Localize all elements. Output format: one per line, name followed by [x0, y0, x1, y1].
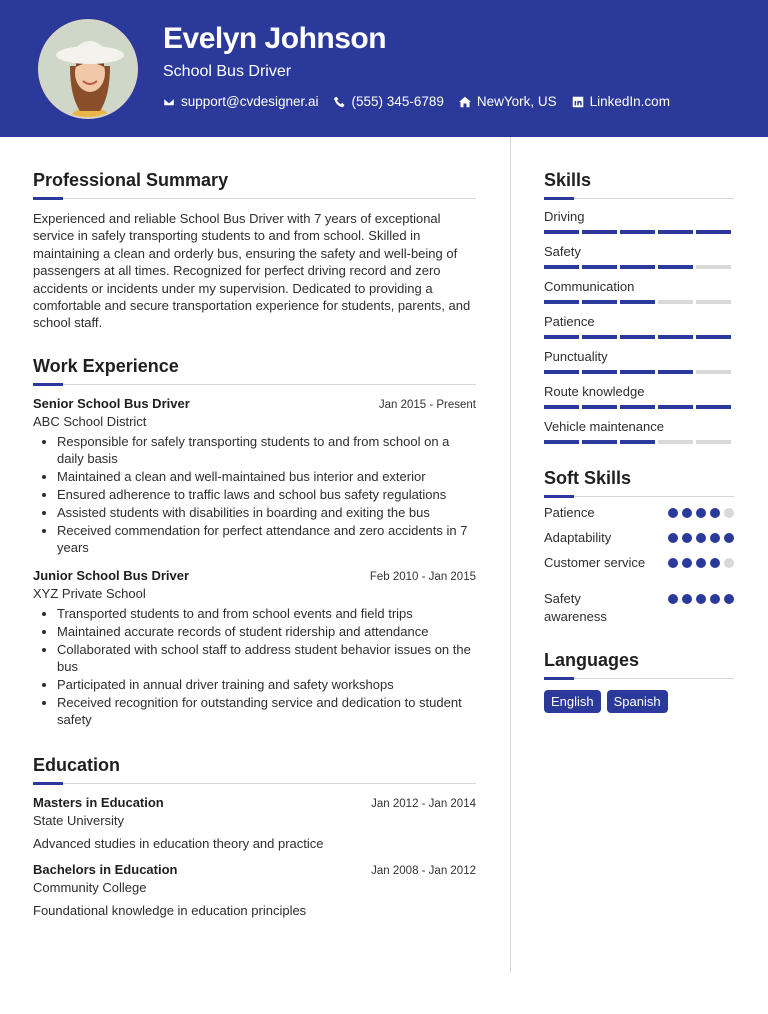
- skill-level-segment: [544, 300, 579, 304]
- soft-skills-section: [544, 468, 734, 626]
- education-entry: [33, 795, 476, 851]
- skill-level-segment: [658, 370, 693, 374]
- section-rule: [33, 384, 476, 385]
- skill-level-segment: [696, 265, 731, 269]
- rating-dot: [682, 533, 692, 543]
- soft-skill-item: [544, 554, 734, 572]
- rating-dot: [710, 594, 720, 604]
- skill-name: Punctuality: [544, 349, 608, 364]
- skill-level-segment: [620, 335, 655, 339]
- rating-dot: [682, 508, 692, 518]
- skill-level-segment: [696, 335, 731, 339]
- list-item: • Maintained a clean and well-maintained bus interior and exterior: [57, 468, 476, 485]
- section-rule: [33, 783, 476, 784]
- skill-level-segment: [658, 405, 693, 409]
- contact-email[interactable]: [163, 94, 319, 109]
- contact-email-text: support@cvdesigner.ai: [181, 94, 319, 109]
- linkedin-icon: [572, 96, 584, 108]
- education-date: Jan 2008 - Jan 2012: [371, 864, 476, 877]
- job-title: Senior School Bus Driver: [33, 395, 190, 411]
- contact-phone[interactable]: [334, 94, 444, 109]
- skill-level-bar: [544, 265, 734, 269]
- skill-level-segment: [696, 300, 731, 304]
- section-rule: [544, 496, 734, 497]
- skills-list: [544, 209, 734, 444]
- skills-section: [544, 170, 734, 444]
- school-name: Community College: [33, 879, 147, 895]
- home-icon: [459, 96, 471, 108]
- education-description: Advanced studies in education theory and practice: [33, 835, 324, 851]
- skill-level-bar: [544, 405, 734, 409]
- job-bullets: [33, 605, 476, 729]
- education-heading: Education: [33, 754, 121, 775]
- skill-level-bar: [544, 440, 734, 444]
- soft-skill-item: [544, 529, 734, 547]
- degree-title: Masters in Education: [33, 794, 164, 810]
- job-date: Feb 2010 - Jan 2015: [369, 570, 476, 583]
- skill-level-bar: [544, 300, 734, 304]
- column-divider: [510, 137, 511, 973]
- soft-skill-name: Customer service: [544, 555, 646, 570]
- list-item: • Participated in annual driver training and safety workshops: [57, 676, 476, 693]
- skill-name: Driving: [544, 209, 585, 224]
- soft-skills-list: [544, 504, 734, 626]
- experience-heading: Work Experience: [33, 355, 179, 376]
- skill-level-segment: [544, 265, 579, 269]
- skill-level-segment: [658, 300, 693, 304]
- contact-linkedin[interactable]: [572, 94, 670, 109]
- job-employer: ABC School District: [33, 413, 147, 429]
- skill-level-segment: [620, 370, 655, 374]
- skill-level-segment: [696, 230, 731, 234]
- skill-name: Route knowledge: [544, 384, 645, 399]
- skill-level-segment: [582, 440, 617, 444]
- soft-skills-heading: Soft Skills: [544, 468, 632, 488]
- soft-skill-item: [544, 590, 734, 626]
- skill-level-segment: [658, 440, 693, 444]
- job-title: Junior School Bus Driver: [33, 567, 190, 583]
- skill-level-segment: [544, 335, 579, 339]
- section-rule: [544, 678, 734, 679]
- list-item: • Ensured adherence to traffic laws and school bus safety regulations: [57, 486, 476, 503]
- rating-dot: [668, 594, 678, 604]
- list-item: • Transported students to and from school events and field trips: [57, 605, 476, 622]
- rating-dot: [668, 508, 678, 518]
- skill-level-segment: [544, 230, 579, 234]
- job-date: Jan 2015 - Present: [378, 398, 476, 411]
- skill-level-bar: [544, 370, 734, 374]
- skill-item: [544, 419, 734, 444]
- skill-level-segment: [620, 440, 655, 444]
- skill-level-segment: [658, 265, 693, 269]
- education-entry: [33, 862, 476, 918]
- list-item: • Maintained accurate records of student ridership and attendance: [57, 623, 476, 640]
- profile-photo: [38, 19, 138, 119]
- section-rule: [33, 198, 476, 199]
- skill-item: [544, 314, 734, 339]
- contact-list: [163, 94, 670, 109]
- soft-skill-item: [544, 504, 734, 522]
- skill-level-segment: [582, 405, 617, 409]
- skill-item: [544, 349, 734, 374]
- skill-level-segment: [620, 300, 655, 304]
- experience-section: [33, 356, 476, 729]
- languages-heading: Languages: [544, 650, 640, 670]
- envelope-icon: [163, 96, 175, 108]
- list-item: • Collaborated with school staff to address student behavior issues on the bus: [57, 641, 476, 676]
- rating-dot: [696, 558, 706, 568]
- rating-dot: [724, 594, 734, 604]
- skill-level-segment: [696, 440, 731, 444]
- soft-skill-name: Patience: [544, 505, 595, 520]
- skill-level-segment: [620, 230, 655, 234]
- summary-section: [33, 170, 476, 332]
- list-item: • Received commendation for perfect attendance and zero accidents in 7 years: [57, 522, 476, 557]
- list-item: • Assisted students with disabilities in boarding and exiting the bus: [57, 504, 476, 521]
- rating-dot: [668, 558, 678, 568]
- rating-dot: [724, 533, 734, 543]
- skill-level-segment: [582, 370, 617, 374]
- job-bullets: [33, 433, 476, 557]
- skill-item: [544, 384, 734, 409]
- contact-location[interactable]: [459, 94, 557, 109]
- skill-level-segment: [582, 335, 617, 339]
- job-employer: XYZ Private School: [33, 585, 146, 601]
- skill-item: [544, 209, 734, 234]
- skill-level-bar: [544, 335, 734, 339]
- candidate-title: School Bus Driver: [163, 63, 292, 80]
- skill-name: Communication: [544, 279, 635, 294]
- job-entry: [33, 568, 476, 729]
- skill-level-bar: [544, 230, 734, 234]
- education-date: Jan 2012 - Jan 2014: [371, 797, 476, 810]
- phone-icon: [334, 96, 346, 108]
- skill-level-segment: [658, 230, 693, 234]
- rating-dot: [696, 508, 706, 518]
- skill-level-segment: [544, 405, 579, 409]
- section-rule: [544, 198, 734, 199]
- candidate-name: Evelyn Johnson: [163, 22, 387, 55]
- main-column: [33, 170, 476, 918]
- language-list: [544, 690, 734, 713]
- summary-text: Experienced and reliable School Bus Driver with 7 years of exceptional service in safely transporting students to and from school. Skilled in maintaining a clean and orderly bus, ensuring the safety and well-being of passengers at all times. Recognized for perfect driving record and zero accidents or incidents under my supervision. Dedicated to providing a comfortable and secure transportation experience for students, parents, and school staff.: [33, 211, 471, 331]
- summary-heading: Professional Summary: [33, 170, 229, 190]
- skills-heading: Skills: [544, 170, 592, 190]
- languages-section: [544, 650, 734, 713]
- soft-skill-rating: [668, 533, 734, 543]
- skill-item: [544, 279, 734, 304]
- degree-title: Bachelors in Education: [33, 861, 178, 877]
- soft-skill-rating: [668, 594, 734, 604]
- skill-level-segment: [582, 265, 617, 269]
- education-section: [33, 755, 476, 918]
- skill-level-segment: [544, 440, 579, 444]
- soft-skill-rating: [668, 508, 734, 518]
- soft-skill-rating: [668, 558, 734, 568]
- rating-dot: [668, 533, 678, 543]
- school-name: State University: [33, 812, 125, 828]
- skill-level-segment: [544, 370, 579, 374]
- skill-level-segment: [696, 405, 731, 409]
- rating-dot: [682, 558, 692, 568]
- contact-linkedin-text: LinkedIn.com: [589, 94, 670, 109]
- list-item: • Received recognition for outstanding service and dedication to student safety: [57, 694, 476, 729]
- skill-item: [544, 244, 734, 269]
- skill-level-segment: [620, 265, 655, 269]
- soft-skill-name: Safety awareness: [544, 591, 607, 624]
- rating-dot: [710, 508, 720, 518]
- sidebar-column: [544, 170, 734, 713]
- list-item: • Responsible for safely transporting students to and from school on a daily basis: [57, 433, 476, 468]
- language-tag: Spanish: [607, 690, 668, 713]
- rating-dot: [696, 533, 706, 543]
- rating-dot: [696, 594, 706, 604]
- contact-phone-text: (555) 345-6789: [351, 94, 444, 109]
- skill-name: Vehicle maintenance: [544, 419, 664, 434]
- skill-level-segment: [658, 335, 693, 339]
- rating-dot: [724, 558, 734, 568]
- profile-photo-illustration: [40, 21, 138, 119]
- rating-dot: [724, 508, 734, 518]
- skill-level-segment: [582, 300, 617, 304]
- contact-location-text: NewYork, US: [476, 94, 557, 109]
- skill-level-segment: [582, 230, 617, 234]
- soft-skill-name: Adaptability: [544, 530, 612, 545]
- rating-dot: [682, 594, 692, 604]
- rating-dot: [710, 558, 720, 568]
- skill-name: Safety: [544, 244, 581, 259]
- job-entry: [33, 396, 476, 557]
- rating-dot: [710, 533, 720, 543]
- skill-name: Patience: [544, 314, 595, 329]
- education-description: Foundational knowledge in education principles: [33, 902, 307, 918]
- skill-level-segment: [620, 405, 655, 409]
- skill-level-segment: [696, 370, 731, 374]
- resume-header: [0, 0, 768, 137]
- language-tag: English: [544, 690, 601, 713]
